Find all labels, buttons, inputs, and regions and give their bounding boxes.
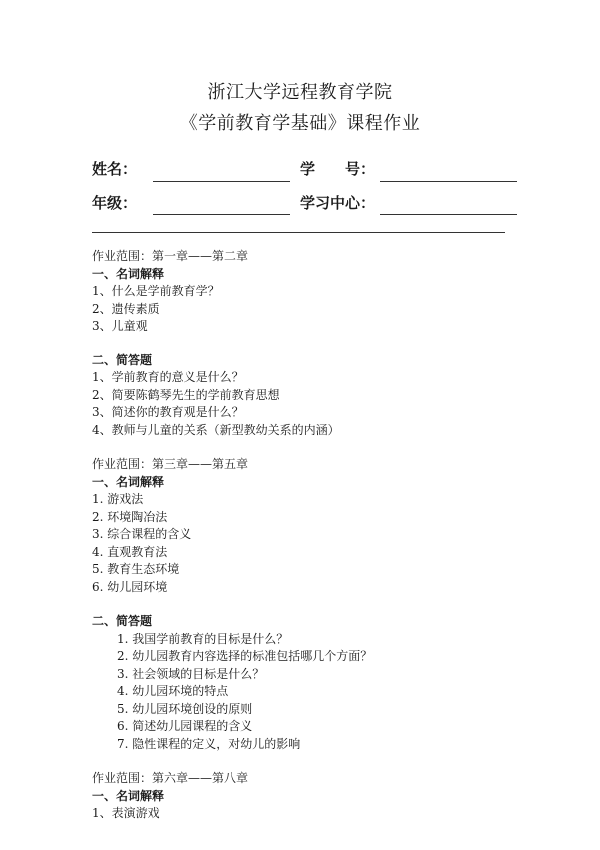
section-heading: 二、简答题 (92, 352, 153, 367)
list-item: 1. 我国学前教育的目标是什么？ (117, 631, 289, 646)
list-item: 3. 社会领域的目标是什么？ (117, 666, 265, 681)
list-item: 4、教师与儿童的关系（新型教幼关系的内涵） (92, 422, 340, 437)
assignment-content (92, 248, 532, 823)
list-item: 3、简述你的教育观是什么？ (92, 405, 244, 419)
course-title: 《学前教育学基础》课程作业 (179, 113, 421, 134)
institution-title: 浙江大学远程教育学院 (207, 82, 393, 103)
name-label: 姓名： (92, 160, 138, 178)
name-blank-line (153, 181, 290, 182)
section-heading: 一、名词解释 (92, 474, 165, 489)
grade-label: 年级： (92, 194, 138, 212)
list-item: 2. 幼儿园教育内容选择的标准包括哪几个方面？ (117, 649, 373, 663)
section-heading: 一、名词解释 (92, 788, 165, 803)
list-item: 2、简要陈鹤琴先生的学前教育思想 (92, 387, 280, 402)
part-range: 作业范围：第三章——第五章 (92, 457, 249, 471)
list-item: 7. 隐性课程的定义，对幼儿的影响 (117, 736, 301, 751)
list-item: 3、儿童观 (92, 319, 148, 333)
header-divider (92, 232, 505, 233)
list-item: 1、学前教育的意义是什么？ (92, 370, 244, 384)
list-item: 5. 教育生态环境 (92, 562, 180, 576)
list-item: 2. 环境陶冶法 (92, 509, 168, 524)
list-item: 1. 游戏法 (92, 492, 144, 506)
list-item: 2、遗传素质 (92, 301, 160, 316)
student-id-label: 学 号： (300, 160, 376, 178)
list-item: 6. 简述幼儿园课程的含义 (117, 719, 253, 733)
list-item: 5. 幼儿园环境创设的原则 (117, 701, 253, 716)
part-range: 作业范围：第六章——第八章 (92, 771, 249, 785)
list-item: 4. 直观教育法 (92, 544, 168, 559)
section-heading: 二、简答题 (92, 614, 153, 628)
list-item: 4. 幼儿园环境的特点 (117, 684, 229, 698)
student-id-blank-line (380, 181, 517, 182)
list-item: 6. 幼儿园环境 (92, 579, 168, 594)
list-item: 3. 综合课程的含义 (92, 527, 192, 541)
list-item: 1、表演游戏 (92, 806, 160, 820)
section-heading: 一、名词解释 (92, 266, 165, 281)
learning-center-label: 学习中心： (300, 194, 376, 212)
list-item: 1、什么是学前教育学？ (92, 284, 220, 298)
grade-blank-line (153, 214, 290, 215)
part-range: 作业范围：第一章——第二章 (92, 249, 249, 263)
learning-center-blank-line (380, 214, 517, 215)
